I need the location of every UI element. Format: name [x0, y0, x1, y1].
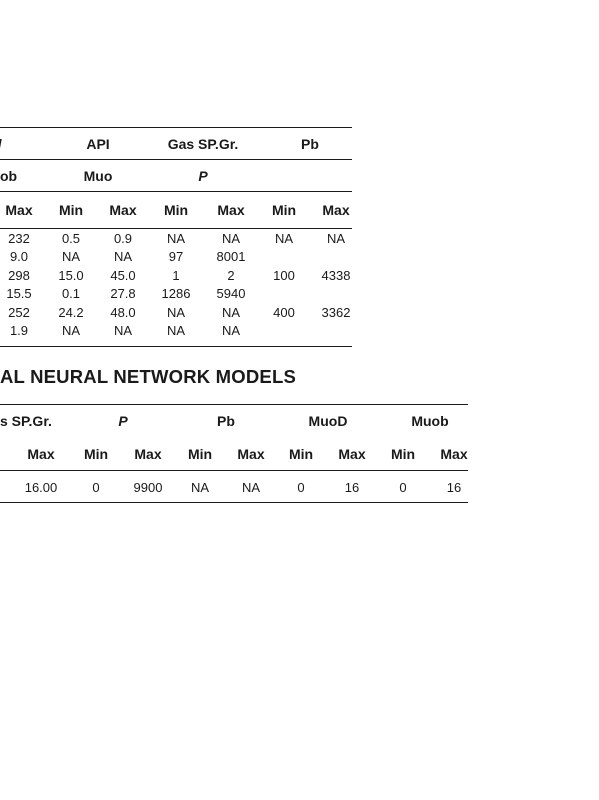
table2-column-header: Min: [83, 446, 109, 462]
table1-cell: 0.9: [113, 231, 133, 246]
table2-group-header: MuoD: [308, 413, 348, 429]
table1-cell: NA: [166, 323, 186, 338]
table1-cell: 1.9: [9, 323, 29, 338]
table1-rule-3: [0, 191, 352, 192]
table1-cell: NA: [274, 231, 294, 246]
table1-cell: 3362: [321, 305, 351, 320]
table2-cell: 9900: [133, 480, 163, 495]
table1-column-header: Max: [5, 202, 33, 218]
table1-group-header: P: [198, 168, 208, 184]
table2-cell: 16: [446, 480, 462, 495]
table1-cell: 45.0: [110, 268, 136, 283]
table2-column-header: Min: [288, 446, 314, 462]
table1-cell: 1286: [161, 286, 191, 301]
table1-cell: 27.8: [110, 286, 136, 301]
table1-cell: 48.0: [110, 305, 136, 320]
table1-cell: NA: [166, 231, 186, 246]
table1-cell: NA: [221, 323, 241, 338]
table1-cell: NA: [113, 249, 133, 264]
table2-cell: 0: [399, 480, 407, 495]
table1-cell: 24.2: [58, 305, 84, 320]
table2-rule-2: [0, 470, 468, 471]
table2-column-header: Max: [237, 446, 265, 462]
table1-group-header: [0, 136, 8, 152]
table1-column-header: Max: [322, 202, 350, 218]
table2-cell: 16.00: [24, 480, 58, 495]
table1-cell: 97: [168, 249, 184, 264]
table2-top-rule: [0, 404, 468, 405]
table1-cell: NA: [166, 305, 186, 320]
table1-cell: 8001: [216, 249, 246, 264]
table2-column-header: Max: [27, 446, 55, 462]
table1-group-header: Gas SP.Gr.: [167, 136, 239, 152]
table2-cell: 16: [344, 480, 360, 495]
table1-cell: 5940: [216, 286, 246, 301]
table2-group-header: s SP.Gr.: [0, 413, 52, 429]
table1-cell: 252: [8, 305, 30, 320]
table1-cell: NA: [61, 249, 81, 264]
table1-cell: NA: [61, 323, 81, 338]
table2-cell: NA: [190, 480, 210, 495]
table1-cell: 0.5: [61, 231, 81, 246]
table1-group-header: Pb: [301, 136, 319, 152]
table1-cell: 298: [8, 268, 30, 283]
table1-group-header: Muo: [83, 168, 113, 184]
table2-bottom-rule: [0, 502, 468, 503]
table1-cell: 0.1: [61, 286, 81, 301]
table2-cell: 0: [92, 480, 100, 495]
table1-top-rule: [0, 127, 352, 128]
table1-cell: 15.5: [6, 286, 32, 301]
table1-cell: 4338: [321, 268, 351, 283]
table1-column-header: Max: [217, 202, 245, 218]
table2-group-header: P: [118, 413, 128, 429]
table1-cell: 1: [172, 268, 180, 283]
table1-cell: 9.0: [9, 249, 29, 264]
table1-cell: NA: [113, 323, 133, 338]
table1-cell: NA: [221, 305, 241, 320]
table1-cell: 15.0: [58, 268, 84, 283]
table1-column-header: Max: [109, 202, 137, 218]
table2-cell: 0: [297, 480, 305, 495]
table2-group-header: Pb: [217, 413, 235, 429]
table1-column-header: Min: [271, 202, 297, 218]
table2-column-header: Max: [440, 446, 468, 462]
table1-cell: 100: [273, 268, 295, 283]
section-title: AL NEURAL NETWORK MODELS: [0, 366, 297, 387]
table1-column-header: Min: [163, 202, 189, 218]
table1-cell: 400: [273, 305, 295, 320]
table1-cell: 232: [8, 231, 30, 246]
table1-rule-4: [0, 228, 352, 229]
table2-group-header: Muob: [411, 413, 449, 429]
table1-bottom-rule: [0, 346, 352, 347]
table2-cell: NA: [241, 480, 261, 495]
table2-column-header: Max: [338, 446, 366, 462]
table1-column-header: Min: [58, 202, 84, 218]
table1-cell: NA: [326, 231, 346, 246]
table1-cell: NA: [221, 231, 241, 246]
table2-column-header: Min: [187, 446, 213, 462]
table1-group-header: API: [86, 136, 110, 152]
table1-group-header: ob: [0, 168, 18, 184]
table1-cell: 2: [227, 268, 235, 283]
table2-column-header: Max: [134, 446, 162, 462]
table1-rule-2: [0, 159, 352, 160]
table2-column-header: Min: [390, 446, 416, 462]
